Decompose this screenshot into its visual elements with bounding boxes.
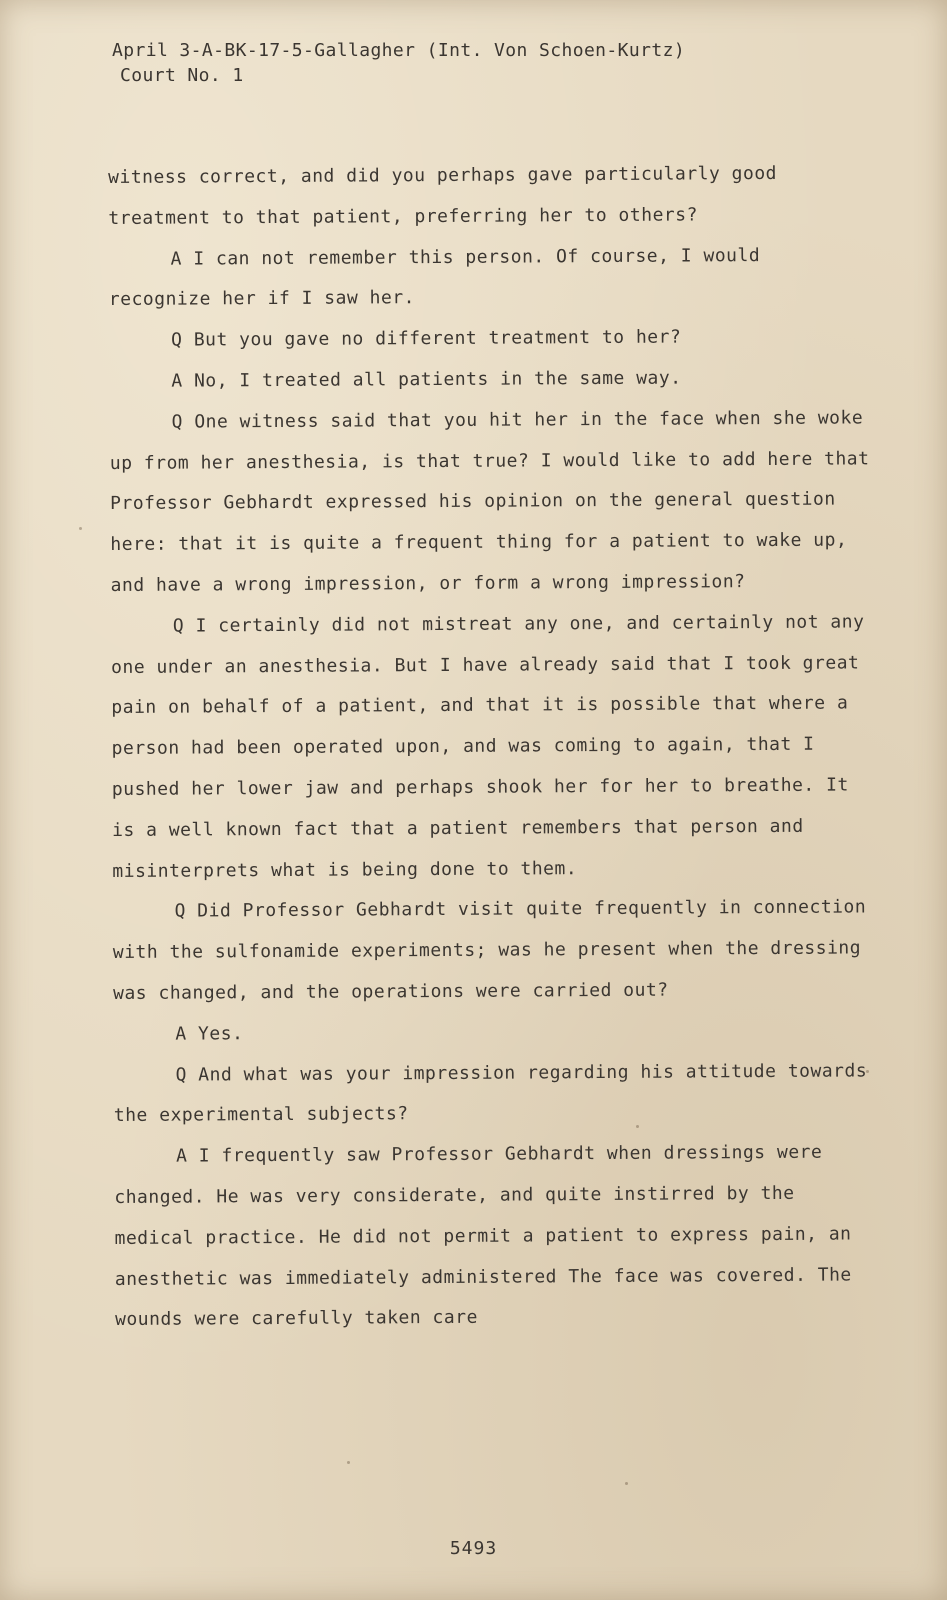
transcript-paragraph: Q I certainly did not mistreat any one, and certainly not any one under an anesthesia. But I have already said that I took great pain on behalf of a patient, and that it is possible that where a person had been operated upon, and was coming to again, that I pushed her lower jaw and perhaps shook her for her to breathe. It is a well known fact that a patient remembers that person and misinterprets what is being done to them.: [111, 611, 865, 882]
transcript-paragraph: Q But you gave no different treatment to her?: [171, 326, 682, 351]
transcript-paragraph: A No, I treated all patients in the same way.: [171, 367, 682, 392]
page-number: 5493: [449, 1538, 498, 1559]
header-court-line: Court No. 1: [120, 65, 244, 86]
transcript-paragraph: witness correct, and did you perhaps gave particularly good treatment to that patient, preferring her to others?: [108, 162, 778, 229]
transcript-paragraph: Q Did Professor Gebhardt visit quite frequently in connection with the sulfonamide experiments; was he present when the dressing was changed, and the operations were carried out?: [112, 896, 867, 1004]
transcript-paragraph: Q One witness said that you hit her in the face when she woke up from her anesthesia, is that true? I would like to add here that Professor Gebhardt expressed his opinion on the general question here: that it is quite a frequent thing for a patient to wake up, and have a wrong impression, or form a wrong impression?: [109, 407, 870, 596]
header-case-line: April 3-A-BK-17-5-Gallagher (Int. Von Schoen-Kurtz): [112, 40, 686, 61]
paper-speck: [636, 1125, 639, 1128]
transcript-paragraph: A I can not remember this person. Of course, I would recognize her if I saw her.: [108, 244, 761, 311]
document-header: [112, 38, 685, 88]
paper-speck: [347, 1461, 350, 1464]
paper-speck: [625, 1482, 628, 1485]
transcript-paragraph: A Yes.: [175, 1022, 244, 1045]
paper-speck: [79, 527, 82, 530]
paper-speck: [866, 1070, 869, 1073]
transcript-paragraph: A I frequently saw Professor Gebhardt when dressings were changed. He was very considerate, and quite instirred by the medical practice. He did not permit a patient to express pain, an anesthetic was immediately administered The face was covered. The wounds were carefully taken care: [114, 1141, 852, 1331]
transcript-body: [108, 153, 875, 1341]
transcript-paragraph: Q And what was your impression regarding his attitude towards the experimental subjects?: [113, 1059, 868, 1127]
